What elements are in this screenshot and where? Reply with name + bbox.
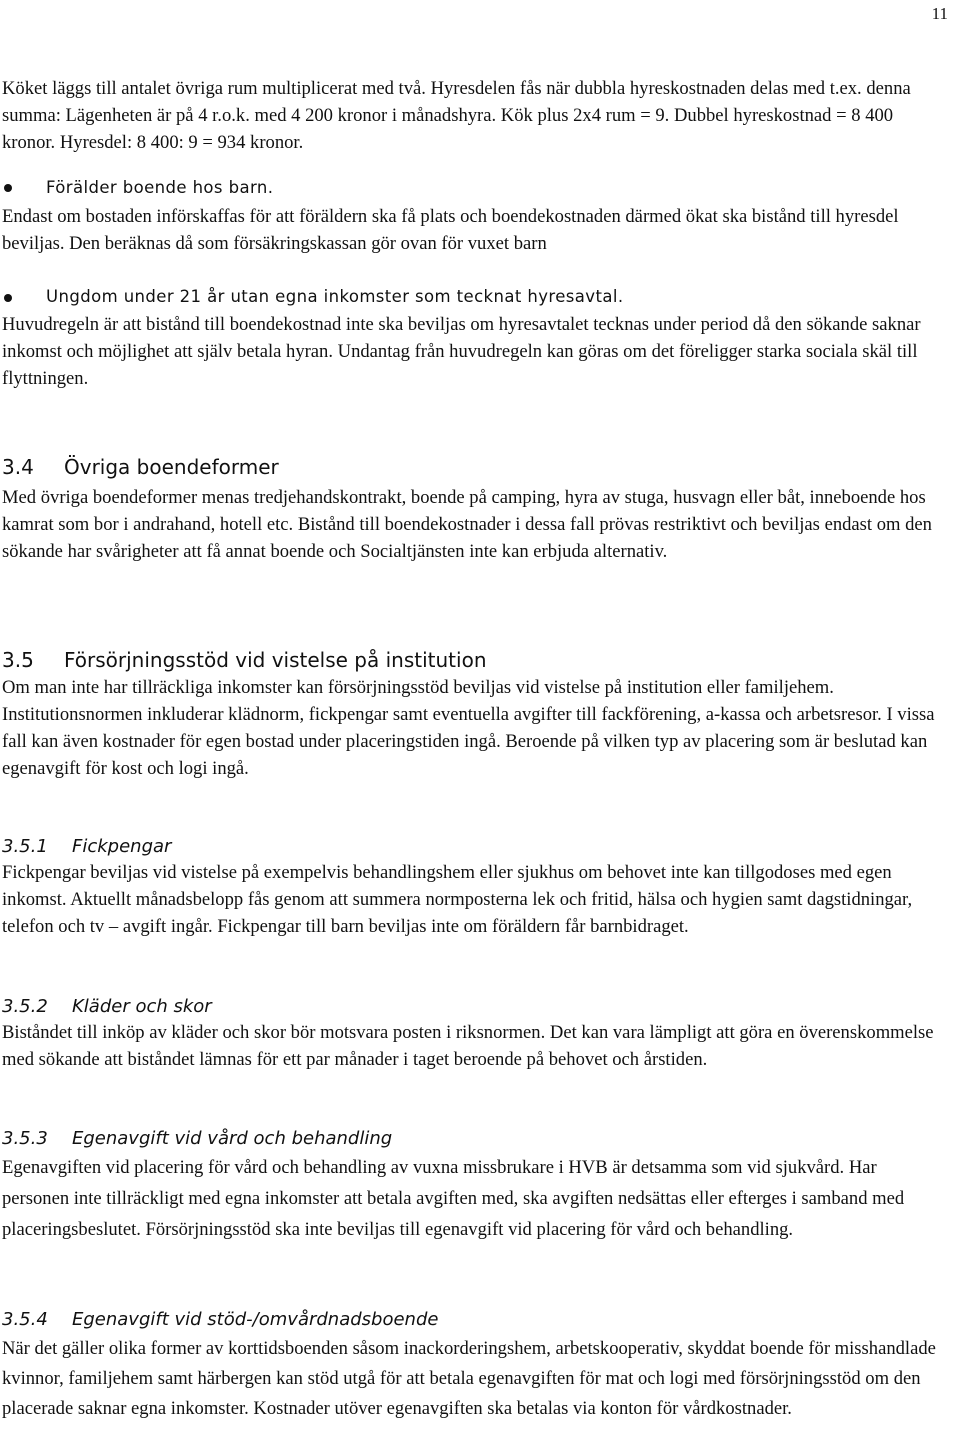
section-heading-3-5 — [2, 647, 487, 673]
subsection-heading-3-5-4 — [2, 1308, 438, 1332]
subsection-number: 3.5.2 — [2, 996, 48, 1017]
subsection-number: 3.5.3 — [2, 1128, 48, 1149]
section-title: Försörjningsstöd vid vistelse på institution — [64, 648, 487, 672]
subsection-text-3-5-4: När det gäller olika former av korttidsboenden såsom inackorderingshem, arbetskooperativ, skyddat boende för misshandlade kvinnor, familjehem samt härbergen kan stöd utgå för att betala egenavgiften för mat och logi med försörjningsstöd om den placerade saknar egna inkomster. Kostnader utöver egenavgiften ska betalas via konton för vårdkostnader. — [2, 1338, 936, 1419]
subsection-number: 3.5.4 — [2, 1309, 48, 1330]
subsection-title: Egenavgift vid vård och behandling — [72, 1128, 393, 1149]
section-text-3-5: Om man inte har tillräckliga inkomster kan försörjningsstöd beviljas vid vistelse på institution eller familjehem. Institutionsnormen inkluderar klädnorm, fickpengar samt eventuella avgifter till fackförening, a-kassa och arbetsresor. I vissa fall kan även kostnader för egen bostad under placeringstiden ingå. Beroende på vilken typ av placering som är beslutad kan egenavgift för kost och logi ingå. — [2, 677, 935, 779]
bullet-text-parent-living: Endast om bostaden införskaffas för att föräldern ska få plats och boendekostnaden därmed ökat ska bistånd till hyresdel beviljas. Den beräknas då som försäkringskassan gör ovan för vuxet barn — [2, 206, 899, 254]
page-number: 11 — [931, 4, 948, 23]
subsection-heading-3-5-2 — [2, 995, 212, 1019]
subsection-title: Kläder och skor — [72, 996, 212, 1017]
bullet-icon — [4, 184, 12, 192]
subsection-text-3-5-2: Biståndet till inköp av kläder och skor bör motsvara posten i riksnormen. Det kan vara lämpligt att göra en överenskommelse med sökande att biståndet lämnas för ett par månader i taget beroende på behovet och årstiden. — [2, 1022, 934, 1070]
intro-paragraph: Köket läggs till antalet övriga rum multiplicerat med två. Hyresdelen fås när dubbla hyreskostnaden delas med t.ex. denna summa: Lägenheten är på 4 r.o.k. med 4 200 kronor i månadshyra. Kök plus 2x4 rum = 9. Dubbel hyreskostnad = 8 400 kronor. Hyresdel: 8 400: 9 = 934 kronor. — [2, 78, 911, 153]
section-number: 3.4 — [2, 455, 34, 479]
subsection-number: 3.5.1 — [2, 836, 48, 857]
bullet-icon — [4, 294, 12, 302]
subsection-title: Egenavgift vid stöd-/omvårdnadsboende — [72, 1309, 439, 1330]
subsection-heading-3-5-1 — [2, 835, 171, 859]
bullet-text-youth: Huvudregeln är att bistånd till boendekostnad inte ska beviljas om hyresavtalet tecknas under period då den sökande saknar inkomst och möjlighet att själv betala hyran. Undantag från huvudregeln kan göras om det föreligger starka sociala skäl till flyttningen. — [2, 314, 921, 389]
subsection-text-3-5-3: Egenavgiften vid placering för vård och behandling av vuxna missbrukare i HVB är detsamma som vid sjukvård. Har personen inte tillräckligt med egna inkomster att betala avgiften med, ska avgiften nedsättas eller efterges i samband med placeringsbeslutet. Försörjningsstöd ska inte beviljas till egenavgift vid placering för vård och behandling. — [2, 1157, 905, 1240]
subsection-title: Fickpengar — [72, 836, 172, 857]
bullet-heading-parent-living: Förälder boende hos barn. — [46, 178, 274, 197]
bullet-heading-youth: Ungdom under 21 år utan egna inkomster som tecknat hyresavtal. — [46, 287, 624, 306]
subsection-text-3-5-1: Fickpengar beviljas vid vistelse på exempelvis behandlingshem eller sjukhus om behovet inte kan tillgodoses med egen inkomst. Aktuellt månadsbelopp fås genom att summera normposterna lek och fritid, hälsa och hygien samt dagstidningar, telefon och tv – avgift ingår. Fickpengar till barn beviljas inte om föräldern får barnbidraget. — [2, 862, 913, 937]
subsection-heading-3-5-3 — [2, 1127, 392, 1151]
section-text-3-4: Med övriga boendeformer menas tredjehandskontrakt, boende på camping, hyra av stuga, husvagn eller båt, inneboende hos kamrat som bor i andrahand, hotell etc. Bistånd till boendekostnader i dessa fall prövas restriktivt och beviljas endast om den sökande har svårigheter att få annat boende och Socialtjänsten inte kan erbjuda alternativ. — [2, 487, 932, 562]
section-title: Övriga boendeformer — [64, 455, 279, 479]
section-number: 3.5 — [2, 648, 34, 672]
section-heading-3-4 — [2, 454, 279, 480]
